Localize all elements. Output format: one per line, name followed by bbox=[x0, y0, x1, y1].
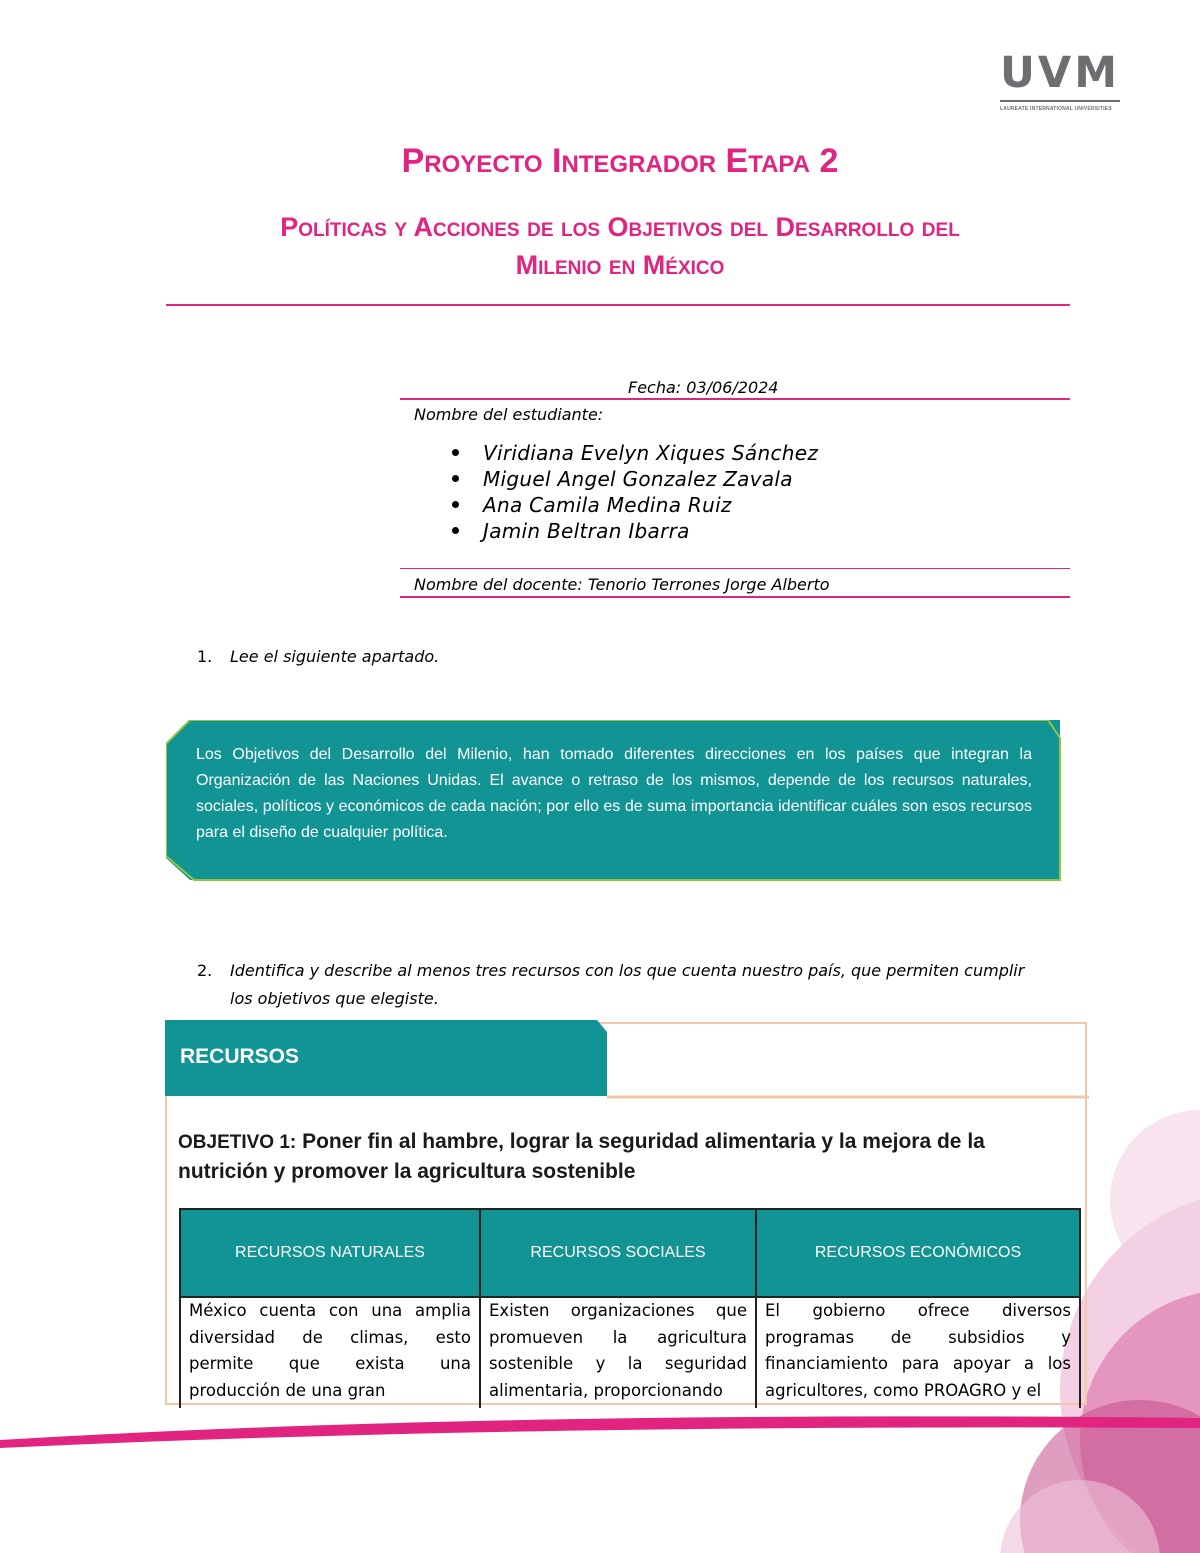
table-cell: Existen organizaciones que promueven la agricultura sostenible y la seguridad alimentaria, proporcionando bbox=[480, 1297, 756, 1408]
table-row bbox=[180, 1297, 1080, 1408]
recursos-header bbox=[165, 1020, 1090, 1100]
step-2 bbox=[197, 957, 1080, 1013]
table-cell: El gobierno ofrece diversos programas de subsidios y financiamiento para apoyar a los agricultores, como PROAGRO y el bbox=[756, 1297, 1080, 1408]
student-name: Ana Camila Medina Ruiz bbox=[483, 493, 732, 517]
student-name: Viridiana Evelyn Xiques Sánchez bbox=[483, 441, 819, 465]
uvm-logo bbox=[1000, 48, 1120, 112]
list-item bbox=[450, 518, 818, 544]
subtitle-line-2: Milenio en México bbox=[515, 250, 725, 280]
fecha: Fecha: 03/06/2024 bbox=[628, 378, 779, 397]
objetivo-lead: OBJETIVO 1: bbox=[178, 1132, 297, 1153]
step-text: Lee el siguiente apartado. bbox=[230, 647, 440, 666]
fecha-underline bbox=[400, 398, 1070, 400]
table-header-row bbox=[180, 1209, 1080, 1297]
subtitle-line-1: Políticas y Acciones de los Objetivos del Desarrollo del bbox=[280, 212, 960, 242]
step-1 bbox=[197, 647, 440, 666]
student-list bbox=[450, 440, 818, 544]
table-cell: México cuenta con una amplia diversidad de climas, esto permite que exista una producción de una gran bbox=[180, 1297, 480, 1408]
column-header: RECURSOS NATURALES bbox=[180, 1209, 480, 1297]
bullet-icon bbox=[452, 475, 459, 482]
logo-text: UVM bbox=[1000, 48, 1120, 98]
objetivo-text: Poner fin al hambre, lograr la seguridad alimentaria y la mejora de la nutrición y promover la agricultura sostenible bbox=[178, 1130, 985, 1183]
bullet-icon bbox=[452, 501, 459, 508]
logo-rule bbox=[1000, 100, 1120, 102]
objetivo-heading bbox=[178, 1127, 1078, 1186]
bullet-icon bbox=[452, 527, 459, 534]
bullet-icon bbox=[452, 449, 459, 456]
logo-tagline: LAUREATE INTERNATIONAL UNIVERSITIES bbox=[1000, 106, 1112, 112]
student-name: Miguel Angel Gonzalez Zavala bbox=[483, 467, 793, 491]
docente-underline bbox=[400, 596, 1070, 598]
step-text-line-1: Identifica y describe al menos tres recursos con los que cuenta nuestro país, que permiten cumplir bbox=[230, 961, 1025, 980]
recursos-table bbox=[179, 1208, 1081, 1408]
list-item bbox=[450, 466, 818, 492]
student-name: Jamin Beltran Ibarra bbox=[483, 519, 690, 543]
column-header: RECURSOS SOCIALES bbox=[480, 1209, 756, 1297]
recursos-label: RECURSOS bbox=[180, 1045, 300, 1068]
step-number: 1. bbox=[197, 647, 213, 666]
step-text-line-2: los objetivos que elegiste. bbox=[230, 989, 439, 1008]
docente-topline bbox=[400, 568, 1070, 569]
list-item bbox=[450, 492, 818, 518]
pink-swoosh bbox=[0, 1416, 1200, 1448]
student-label: Nombre del estudiante: bbox=[414, 405, 604, 424]
page-title: Proyecto Integrador Etapa 2 bbox=[401, 142, 839, 180]
column-header: RECURSOS ECONÓMICOS bbox=[756, 1209, 1080, 1297]
step-number: 2. bbox=[197, 961, 213, 980]
page-subtitle bbox=[160, 208, 1080, 284]
title-divider bbox=[166, 304, 1070, 306]
docente: Nombre del docente: Tenorio Terrones Jorge Alberto bbox=[414, 575, 830, 594]
list-item bbox=[450, 440, 818, 466]
callout-text: Los Objetivos del Desarrollo del Milenio, han tomado diferentes direcciones en los países que integran la Organización de las Naciones Unidas. El avance o retraso de los mismos, depende de los recursos naturales, sociales, políticos y económicos de cada nación; por ello es de suma importancia identificar cuáles son esos recursos para el diseño de cualquier política. bbox=[196, 746, 1032, 841]
